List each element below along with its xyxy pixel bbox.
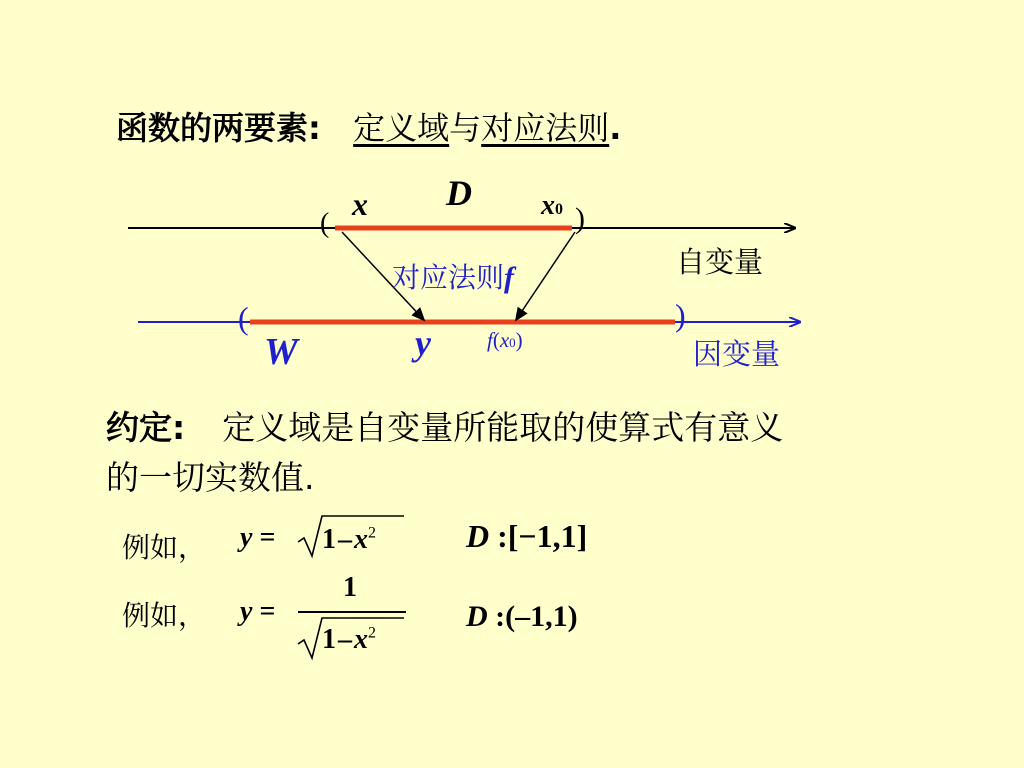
example-1-domain xyxy=(466,518,587,555)
example-1-x: x xyxy=(354,524,368,555)
x0-letter: x xyxy=(541,190,555,221)
heading-connector: 与 xyxy=(449,109,482,147)
example-1-domain-colon: : xyxy=(497,518,508,554)
convention-text-1: 定义域是自变量所能取的使算式有意义 xyxy=(222,408,784,447)
example-2-minus: – xyxy=(338,624,352,655)
example-2-domain-colon: : xyxy=(495,600,506,633)
domain-symbol: D xyxy=(446,173,472,213)
fx0-open: ( xyxy=(492,328,500,352)
rule-symbol: f xyxy=(504,261,515,294)
x0-subscript: 0 xyxy=(555,201,563,218)
left-paren-bottom: ( xyxy=(238,300,249,336)
rule-label xyxy=(392,256,514,296)
example-2-prefix: 例如， xyxy=(122,599,207,632)
example-2-lhs: y xyxy=(240,596,253,627)
example-1-domain-symbol: D xyxy=(466,518,490,554)
convention-label: 约定: xyxy=(106,408,186,447)
x-label: x xyxy=(352,186,368,222)
independent-var-label: 自变量 xyxy=(676,245,764,279)
mapping-arrow-x0 xyxy=(516,232,575,320)
heading-rule-term: 对应法则 xyxy=(481,109,610,147)
heading-colon: : xyxy=(308,109,321,147)
example-2-exp: 2 xyxy=(368,624,376,642)
x0-label xyxy=(541,190,563,222)
left-paren-top: ( xyxy=(320,208,330,239)
fx0-f: f xyxy=(487,328,493,352)
example-1-one: 1 xyxy=(322,524,336,555)
example-1-formula xyxy=(240,522,275,554)
example-2-domain-interval: (–1,1) xyxy=(505,600,578,633)
dependent-var-label: 因变量 xyxy=(693,337,781,371)
y-label: y xyxy=(415,323,431,363)
example-2-fraction-bar xyxy=(298,611,406,613)
example-1-radicand xyxy=(322,524,376,556)
example-1-prefix: 例如， xyxy=(122,531,207,564)
example-2-radicand xyxy=(322,624,376,656)
example-1-lhs: y xyxy=(240,522,253,553)
example-2-lhs-block xyxy=(240,596,275,628)
rule-text: 对应法则 xyxy=(392,261,505,294)
fx0-subscript: 0 xyxy=(509,335,516,350)
fx0-x: x xyxy=(499,328,510,352)
example-2-domain-symbol: D xyxy=(466,600,488,633)
example-2-domain xyxy=(466,600,578,634)
example-2-x: x xyxy=(354,624,368,655)
example-1-minus: – xyxy=(338,524,352,555)
convention-line-1 xyxy=(106,402,783,449)
example-1-exp: 2 xyxy=(368,524,376,542)
example-2-numerator: 1 xyxy=(343,572,357,603)
heading-lead: 函数的两要素 xyxy=(116,109,309,147)
fx0-close: ) xyxy=(515,328,523,352)
example-2-one: 1 xyxy=(322,624,336,655)
example-1-domain-interval: [−1,1] xyxy=(507,518,588,554)
range-symbol: W xyxy=(264,331,298,373)
right-paren-bottom: ) xyxy=(675,297,686,333)
example-1-equals: = xyxy=(259,522,276,553)
convention-line-2: 的一切实数值. xyxy=(106,458,315,497)
right-paren-top: ) xyxy=(575,202,585,235)
example-2-equals: = xyxy=(259,596,276,627)
heading-domain-term: 定义域 xyxy=(353,109,450,147)
f-of-x0-label xyxy=(487,328,523,353)
heading-period: . xyxy=(609,109,622,147)
